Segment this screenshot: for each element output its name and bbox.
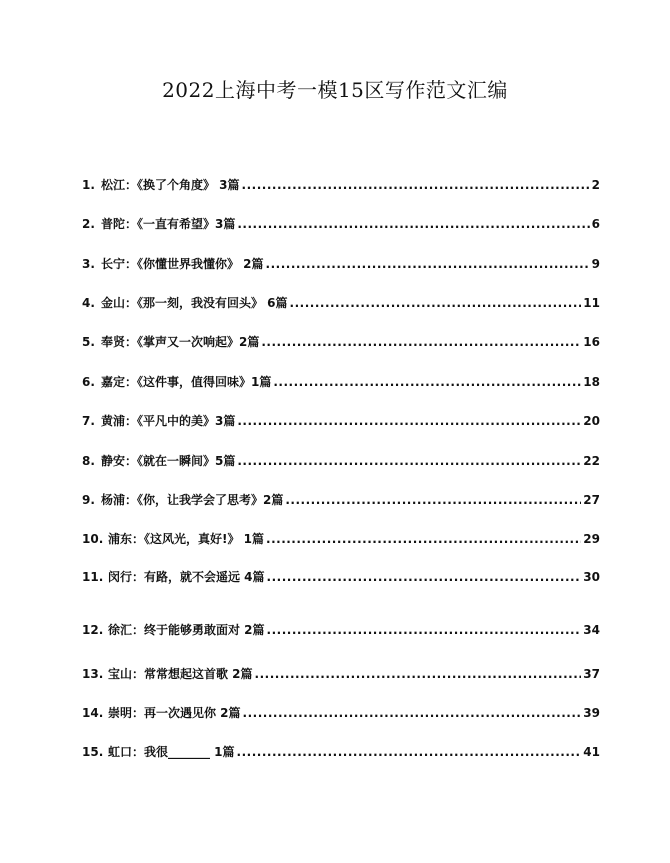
- toc-entry-number: 10.: [82, 532, 104, 546]
- toc-entry[interactable]: [82, 254, 600, 274]
- toc-entry-number: 1.: [82, 178, 95, 192]
- toc-entry-page: 9: [591, 257, 600, 271]
- toc-entry-text: 奉贤：《掌声又一次响起》2篇: [101, 335, 260, 349]
- toc-entry-number: 15.: [82, 745, 104, 759]
- toc-entry[interactable]: [82, 214, 600, 234]
- toc-entry-text: 嘉定：《这件事，值得回味》1篇: [101, 375, 272, 389]
- toc-entry[interactable]: [82, 372, 600, 392]
- toc-entry-page: 11: [583, 296, 600, 310]
- toc-leader-dots: [261, 332, 581, 352]
- toc-entry[interactable]: [82, 175, 600, 195]
- toc-leader-dots: [285, 490, 581, 510]
- toc-entry[interactable]: [82, 411, 600, 431]
- toc-entry-page: 6: [591, 217, 600, 231]
- toc-entry[interactable]: [82, 529, 600, 549]
- toc-entry-text: 闵行：有路，就不会遥远 4篇: [108, 570, 265, 584]
- toc-entry[interactable]: [82, 332, 600, 352]
- toc-entry-number: 14.: [82, 706, 104, 720]
- toc-entry-text: 长宁：《你懂世界我懂你》 2篇: [101, 257, 264, 271]
- toc-entry-text: 黄浦：《平凡中的美》3篇: [101, 414, 236, 428]
- toc-entry-number: 12.: [82, 623, 104, 637]
- toc-entry-page: 34: [583, 623, 600, 637]
- toc-entry-page: 41: [583, 745, 600, 759]
- toc-entry-number: 11.: [82, 570, 104, 584]
- table-of-contents: [82, 0, 600, 863]
- toc-leader-dots: [290, 293, 582, 313]
- toc-leader-dots: [237, 742, 582, 762]
- toc-entry-text: 松江：《换了个角度》 3篇: [101, 178, 240, 192]
- toc-entry-number: 8.: [82, 454, 95, 468]
- toc-leader-dots: [273, 372, 581, 392]
- toc-entry-number: 6.: [82, 375, 95, 389]
- toc-entry-text: 崇明：再一次遇见你 2篇: [108, 706, 241, 720]
- toc-entry-text: 浦东：《这风光，真好!》 1篇: [108, 532, 265, 546]
- toc-entry-page: 29: [583, 532, 600, 546]
- toc-entry-number: 9.: [82, 493, 95, 507]
- toc-leader-dots: [267, 567, 582, 587]
- toc-entry-text: 徐汇：终于能够勇敢面对 2篇: [108, 623, 265, 637]
- toc-leader-dots: [237, 451, 581, 471]
- toc-entry-page: 27: [583, 493, 600, 507]
- toc-entry-page: 16: [583, 335, 600, 349]
- toc-entry-number: 7.: [82, 414, 95, 428]
- toc-entry-text: 杨浦：《你，让我学会了思考》2篇: [101, 493, 284, 507]
- toc-entry-text: 金山：《那一刻，我没有回头》 6篇: [101, 296, 288, 310]
- toc-entry[interactable]: [82, 451, 600, 471]
- toc-entry-page: 20: [583, 414, 600, 428]
- document-title: 2022上海中考一模15区写作范文汇编: [162, 78, 508, 102]
- toc-entry-page: 22: [583, 454, 600, 468]
- toc-leader-dots: [243, 703, 582, 723]
- toc-entry[interactable]: [82, 293, 600, 313]
- toc-entry-number: 3.: [82, 257, 95, 271]
- toc-entry[interactable]: [82, 703, 600, 723]
- toc-entry-page: 37: [583, 667, 600, 681]
- toc-leader-dots: [266, 254, 590, 274]
- toc-entry-page: 39: [583, 706, 600, 720]
- toc-entry-page: 18: [583, 375, 600, 389]
- toc-entry-number: 4.: [82, 296, 95, 310]
- toc-entry[interactable]: [82, 742, 600, 762]
- toc-entry[interactable]: [82, 620, 600, 640]
- toc-leader-dots: [266, 529, 581, 549]
- toc-entry[interactable]: [82, 490, 600, 510]
- toc-entry-text: 静安：《就在一瞬间》5篇: [101, 454, 236, 468]
- toc-leader-dots: [242, 175, 590, 195]
- toc-entry-text: 宝山：常常想起这首歌 2篇: [108, 667, 253, 681]
- toc-entry-number: 13.: [82, 667, 104, 681]
- toc-entry-text: 虹口：我很_______ 1篇: [108, 745, 235, 759]
- toc-entry[interactable]: [82, 664, 600, 684]
- toc-entry-number: 5.: [82, 335, 95, 349]
- toc-entry-page: 30: [583, 570, 600, 584]
- toc-leader-dots: [237, 411, 581, 431]
- toc-entry[interactable]: [82, 567, 600, 587]
- toc-entry-page: 2: [591, 178, 600, 192]
- toc-entry-text: 普陀：《一直有希望》3篇: [101, 217, 236, 231]
- toc-entry-number: 2.: [82, 217, 95, 231]
- toc-leader-dots: [255, 664, 582, 684]
- toc-leader-dots: [237, 214, 589, 234]
- toc-leader-dots: [267, 620, 582, 640]
